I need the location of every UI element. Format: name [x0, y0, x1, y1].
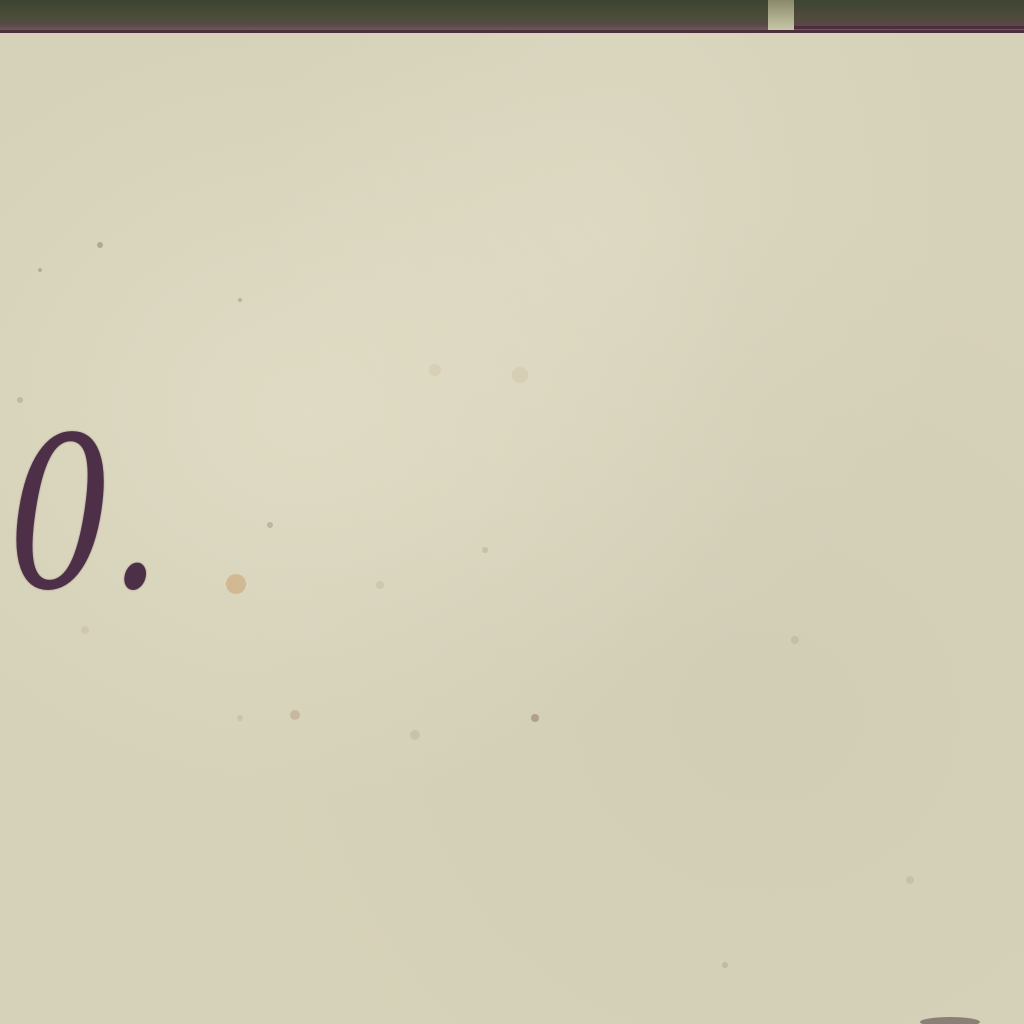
bottom-edge-mark — [920, 1017, 980, 1024]
ink-smudge — [226, 574, 246, 594]
border-gap — [768, 0, 794, 30]
paper-speck — [237, 715, 243, 721]
paper-speck — [906, 876, 914, 884]
paper-speck — [722, 962, 728, 968]
paper-speck — [38, 268, 42, 272]
paper-speck — [531, 714, 539, 722]
paper-speck — [376, 581, 384, 589]
paper-speck — [791, 636, 799, 644]
paper-speck — [512, 367, 528, 383]
paper-speck — [97, 242, 103, 248]
paper-speck — [429, 364, 441, 376]
paper-speck — [238, 298, 242, 302]
paper-speck — [290, 710, 300, 720]
printed-numeral: 0. — [8, 392, 159, 637]
top-border-band-right — [794, 0, 1024, 29]
paper-speck — [267, 522, 273, 528]
paper-speck — [410, 730, 420, 740]
paper-speck — [482, 547, 488, 553]
